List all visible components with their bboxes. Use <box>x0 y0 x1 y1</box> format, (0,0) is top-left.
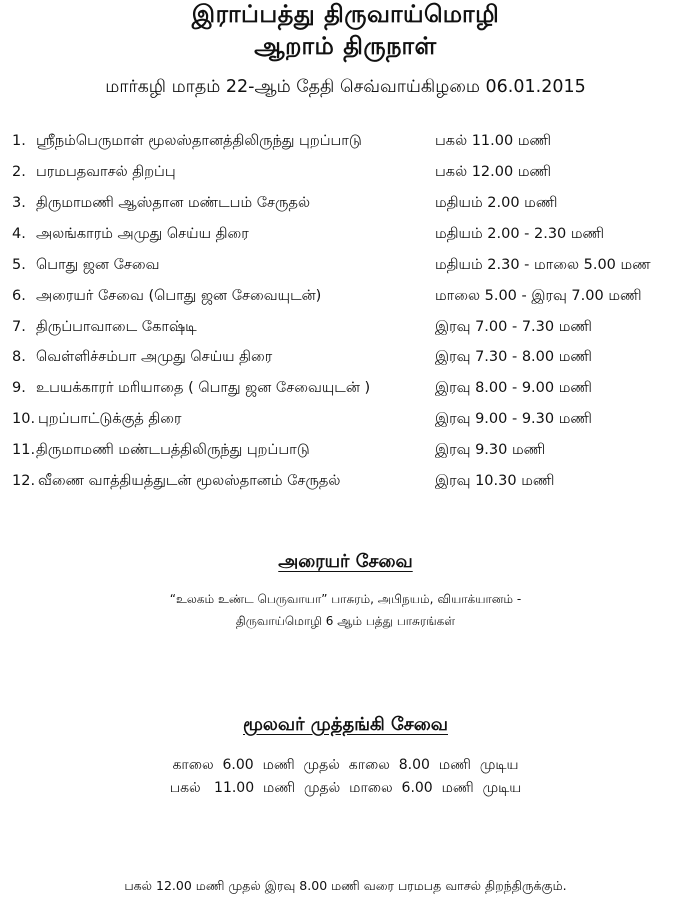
footer-note: பகல் 12.00 மணி முதல் இரவு 8.00 மணி வரை பரமபத வாசல் திறந்திருக்கும். <box>124 878 567 893</box>
moolavar-line-2: பகல் 11.00 மணி முதல் மாலை 6.00 மணி முடிய <box>169 780 522 796</box>
row-event: திருமாமணி மண்டபத்திலிருந்து புறப்பாடு <box>36 442 310 458</box>
row-time: இரவு 9.00 - 9.30 மணி <box>435 411 592 427</box>
row-time: மதியம் 2.30 - மாலை 5.00 மண <box>435 257 651 273</box>
schedule-row <box>0 349 691 379</box>
row-time: இரவு 7.00 - 7.30 மணி <box>435 319 592 335</box>
row-event: உபயக்காரர் மரியாதை ( பொது ஜன சேவையுடன் ) <box>36 380 371 396</box>
row-number: 7. <box>12 319 26 335</box>
araiyar-heading: அரையர் சேவை <box>278 551 413 572</box>
row-number: 4. <box>12 226 26 242</box>
row-time: மதியம் 2.00 மணி <box>435 195 558 211</box>
row-time: மதியம் 2.00 - 2.30 மணி <box>435 226 605 242</box>
row-number: 12. <box>12 473 36 489</box>
schedule-row <box>0 257 691 287</box>
schedule-row <box>0 133 691 163</box>
row-time: இரவு 10.30 மணி <box>435 473 555 489</box>
page-subtitle: ஆறாம் திருநாள் <box>254 32 437 60</box>
row-time: இரவு 7.30 - 8.00 மணி <box>435 349 592 365</box>
row-event: வெள்ளிச்சம்பா அமுது செய்ய திரை <box>36 349 273 365</box>
araiyar-line-2: திருவாய்மொழி 6 ஆம் பத்து பாசுரங்கள் <box>235 614 456 628</box>
row-time: பகல் 12.00 மணி <box>435 164 552 180</box>
schedule-row <box>0 473 691 503</box>
moolavar-heading: மூலவர் முத்தங்கி சேவை <box>243 714 448 735</box>
schedule-row <box>0 411 691 441</box>
row-time: மாலை 5.00 - இரவு 7.00 மணி <box>435 288 642 304</box>
schedule-row <box>0 288 691 318</box>
row-time: இரவு 8.00 - 9.00 மணி <box>435 380 592 396</box>
moolavar-line-1: காலை 6.00 மணி முதல் காலை 8.00 மணி முடிய <box>172 757 519 773</box>
row-number: 3. <box>12 195 26 211</box>
row-event: அரையர் சேவை (பொது ஜன சேவையுடன்) <box>36 288 322 304</box>
row-event: வீணை வாத்தியத்துடன் மூலஸ்தானம் சேருதல் <box>38 473 341 489</box>
row-number: 6. <box>12 288 26 304</box>
row-number: 11. <box>12 442 36 458</box>
row-event: பரமபதவாசல் திறப்பு <box>36 164 176 180</box>
row-event: திருமாமணி ஆஸ்தான மண்டபம் சேருதல் <box>36 195 310 211</box>
row-event: ஸ்ரீநம்பெருமாள் மூலஸ்தானத்திலிருந்து புறப்பாடு <box>36 133 362 149</box>
page-title: இராப்பத்து திருவாய்மொழி <box>191 0 500 28</box>
date-line: மார்கழி மாதம் 22-ஆம் தேதி செவ்வாய்கிழமை 06.01.2015 <box>105 77 586 97</box>
row-event: புறப்பாட்டுக்குத் திரை <box>38 411 182 427</box>
row-event: திருப்பாவாடை கோஷ்டி <box>36 319 197 335</box>
row-event: பொது ஜன சேவை <box>36 257 160 273</box>
schedule-row <box>0 442 691 472</box>
row-number: 8. <box>12 349 26 365</box>
araiyar-line-1: “உலகம் உண்ட பெருவாயா” பாசுரம், அபிநயம், வியாக்யானம் - <box>169 592 522 606</box>
schedule-row <box>0 195 691 225</box>
row-time: இரவு 9.30 மணி <box>435 442 546 458</box>
row-event: அலங்காரம் அமுது செய்ய திரை <box>36 226 249 242</box>
schedule-row <box>0 380 691 410</box>
schedule-row <box>0 319 691 349</box>
row-number: 9. <box>12 380 26 396</box>
row-number: 5. <box>12 257 26 273</box>
row-number: 2. <box>12 164 26 180</box>
schedule-row <box>0 164 691 194</box>
row-time: பகல் 11.00 மணி <box>435 133 552 149</box>
row-number: 1. <box>12 133 26 149</box>
row-number: 10. <box>12 411 36 427</box>
schedule-row <box>0 226 691 256</box>
